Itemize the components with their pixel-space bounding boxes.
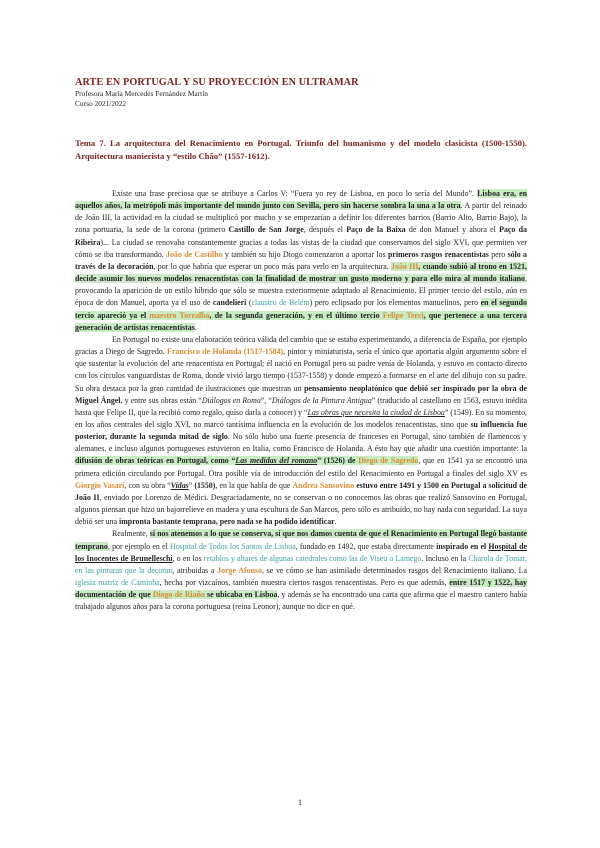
text-run: , enviado por Lorenzo de Médici. Desgraciadamente, no se conservan o no conocemos las obras que realizó Sansovino en Portugal, algunos piensan que hizo un bajorrelieve en madera y una escultura de San Marcos, pero sólo es atribuido, no hay nada con seguridad. La suya debió ser una (75, 492, 527, 527)
text-run: ( (246, 298, 252, 308)
text-run: y también su hijo Diogo comenzaron a aportar los (222, 249, 389, 259)
paragraph-2 (75, 334, 527, 529)
text-run: , hecha por vizcaínos, también muestra ciertos rasgos renacentistas. Pero es que además, (159, 578, 450, 587)
text-run: , cuando subió al trono en 1521, decide asumir los nuevos modelos renacentistas con la finalidad de mostrar un gusto moderno y para ello mira al mundo italiano (75, 261, 527, 284)
text-run: Lisboa era, en aquellos años, la metrópoli más importante del mundo junto con Sevilla, pero sin hacerse sombra la una a la otra (75, 189, 527, 211)
text-run: . A partir del reinado de João III, la actividad en la ciudad se multiplicó por mucho y se empezarían a definir los diferentes barrios (Barrio Alto, Barrio Bajo), la zona portuaria, la sede de la corona (primero (75, 201, 528, 235)
text-run: . No sólo hubo una fuerte presencia de franceses en Portugal, sino también de flamencos y alemanes, e incluso algunos portugueses estuvieron en Italia, como Francisco de Holanda. A ésto hay que añadir una cuestión importante: la (75, 432, 527, 454)
text-run: , y además se ha encontrado una carta que afirma que el maestro cantero había trabajado algunos años para la corona portuguesa (reina Leonor), aunque no dice en qué. (75, 590, 527, 612)
text-run: Las obras que necesita la ciudad de Lisboa (307, 407, 445, 417)
text-run: Diálogos de la Pintura Antigua (271, 395, 372, 405)
text-run: . (194, 322, 197, 332)
text-run: , que pertenece a una tercera generación de artistas renacentistas (75, 310, 527, 332)
text-run: , de la segunda generación, y en el último tercio (209, 310, 383, 320)
text-run: iglesia matriz de Caminha (75, 578, 160, 587)
text-run: Diálogos en Roma (201, 395, 261, 405)
text-run: Diego de Sagredo (358, 456, 419, 466)
text-run: João de Castilho (166, 249, 223, 259)
paragraph-1 (75, 188, 527, 334)
text-run: retablos y altares de algunas catedrales como las de Viseu o Lamego (203, 553, 422, 563)
page-number: 1 (298, 798, 302, 807)
text-run: de don Manuel y ahora el (405, 225, 500, 235)
text-run: entre 1517 y 1522, hay documentación de que (75, 578, 527, 600)
text-run: , en la que habla de que (215, 480, 293, 490)
document-header (75, 76, 535, 109)
text-run: , después el (303, 225, 347, 235)
text-run: , por lo que habría que esperar un poco más para verlo en la arquitectura. (153, 261, 392, 271)
text-run: Andrea Sansovino (292, 480, 355, 490)
text-run: , fundado en 1492, que estaba directamente (295, 541, 437, 551)
text-run: . Incluso en la (421, 553, 469, 563)
text-run: ” (1549). En su momento, en los años centrales del siglo XVI, no marcó tantísima influencia en la evolución de los modelos renacentistas, sino que (75, 407, 528, 429)
text-run: Felipe Terci (382, 310, 424, 320)
text-run: su influencia fue posterior, durante la segunda mitad de siglo (75, 419, 527, 442)
text-run: candelieri (213, 298, 247, 308)
paragraph-3 (75, 528, 527, 613)
text-run: difusión de obras teóricas en Portugal, como “ (75, 456, 236, 466)
text-run: , por ejemplo en el (107, 541, 171, 551)
text-run: Realmente, (112, 529, 150, 539)
text-run: , pintor y miniaturista, sería el único que aportaría algún argumento sobre el que sustentar la evolución del arte renacentista en Portugal; él nació en Portugal pero su padre venía de Holanda, y estuvo en contacto directo con los círculos vanguardistas de Roma, donde vivió largo tiempo (1537-1558) y donde empezó a formarse en el arte del dibujo con su padre. Su obra destaca por la gran cantidad de ilustraciones que muestran un (75, 347, 527, 393)
text-run: , y entre sus obras están “ (120, 395, 202, 405)
text-run: Vidas (170, 480, 189, 490)
text-run: maestro Torralba (149, 310, 210, 320)
text-run: claustro de Belém (251, 298, 310, 308)
text-run: João III (391, 261, 419, 271)
text-run: Las medidas del romano (235, 456, 318, 466)
text-run: Diogo de Riaño (152, 590, 205, 600)
text-run: Paço de la Baixa (346, 225, 406, 235)
text-run: . (334, 517, 337, 527)
course-title: ARTE EN PORTUGAL Y SU PROYECCIÓN EN ULTRAMAR (75, 77, 359, 88)
text-run: ” (188, 480, 195, 490)
text-run: , provocando la aparición de un estilo híbrido que sólo se muestra exteriormente adaptado al Renacimiento. El primer tercio del estilo, aún en época de don Manuel, aporta ya el uso de (75, 274, 527, 308)
text-run: primeros rasgos renacentistas (388, 249, 489, 259)
text-run: estuvo entre 1491 y 1500 en Portugal a solicitud de João II (75, 480, 528, 502)
text-run: Hospital de Todos los Santos de Lisboa (170, 541, 296, 551)
text-run: ) pero eclipsado por los elementos manuelinos, pero (309, 298, 481, 308)
text-run: , se ve cómo se han asimilado determinados rasgos del Renacimiento italiano. La (261, 565, 528, 575)
text-run: Hospital de los Inocentes de Brunelleschi (75, 541, 527, 563)
text-run: pero (488, 249, 508, 259)
text-run: Existe una frase preciosa que se atribuye a Carlos V: “Fuera yo rey de Lisboa, en poco lo sería del Mundo”. (112, 189, 478, 198)
text-run: ” (traducido al castellano en 1563, estuvo inédita hasta que Felipe II, que la recibió como regalo, quiso darla a conocer) y “ (75, 395, 527, 417)
text-run: ”, “ (260, 395, 272, 405)
text-run: (1550) (194, 480, 216, 490)
text-run: Paço da Ribeira (75, 225, 527, 247)
text-run: )... La ciudad se renovaba constantemente gracias a todas las vistas de la ciudad que conservamos del siglo XVI, que permiten ver cómo se iba transformando. (75, 237, 527, 259)
text-run: sólo a través de la decoración (75, 249, 528, 271)
text-run: Francisco de Holanda (1517-1584) (167, 347, 284, 357)
text-run: pensamiento neoplatónico que debió ser inspirado por la obra de Miguel Ángel (75, 383, 527, 405)
topic-heading: Tema 7. La arquitectura del Renacimiento en Portugal. Triunfo del humanismo y del modelo clasicista (1500-1550). Arquitectura manierista y “estilo Chão” (1557-1612). (75, 138, 527, 161)
text-run: , atribuidas a (172, 565, 218, 575)
text-run: inspirado en el (436, 541, 489, 551)
text-run: , que en 1541 ya se encontró una primera edición circulando por Portugal. Otra posible vía de introducción del estilo del Renacimiento en Portugal a finales del siglo XV es (75, 456, 527, 478)
text-run: Jorge Afonso (217, 565, 262, 575)
text-run: impronta bastante temprana, pero nada se ha podido identificar (119, 517, 335, 527)
text-run: Charola de Tomar, en las pinturas que la decoran (75, 553, 528, 575)
text-run: se ubicaba en Lisboa (204, 590, 278, 600)
text-run: En Portugal no existe una elaboración teórica válida del cambio que se estaba experimentando, a diferencia de España, por ejemplo gracias a Diego de Sagredo. (75, 334, 527, 357)
text-run: , con su obra “ (124, 480, 171, 490)
text-run: Giorgio Vasari (75, 480, 125, 490)
text-run: Castillo de San Jorge (228, 225, 304, 235)
text-run: ” (1526) de (317, 456, 359, 466)
text-run: si nos atenemos a lo que se conserva, sí que nos damos cuenta de que el Renacimiento en Portugal llegó bastante temprano (75, 529, 527, 551)
body-text (75, 188, 527, 613)
text-run: en el segundo tercio apareció ya el (75, 298, 527, 320)
text-run: , o en los (172, 553, 204, 563)
professor-name: Profesora María Mercedes Fernández Martín (75, 89, 208, 98)
academic-year: Curso 2021/2022 (75, 99, 127, 108)
